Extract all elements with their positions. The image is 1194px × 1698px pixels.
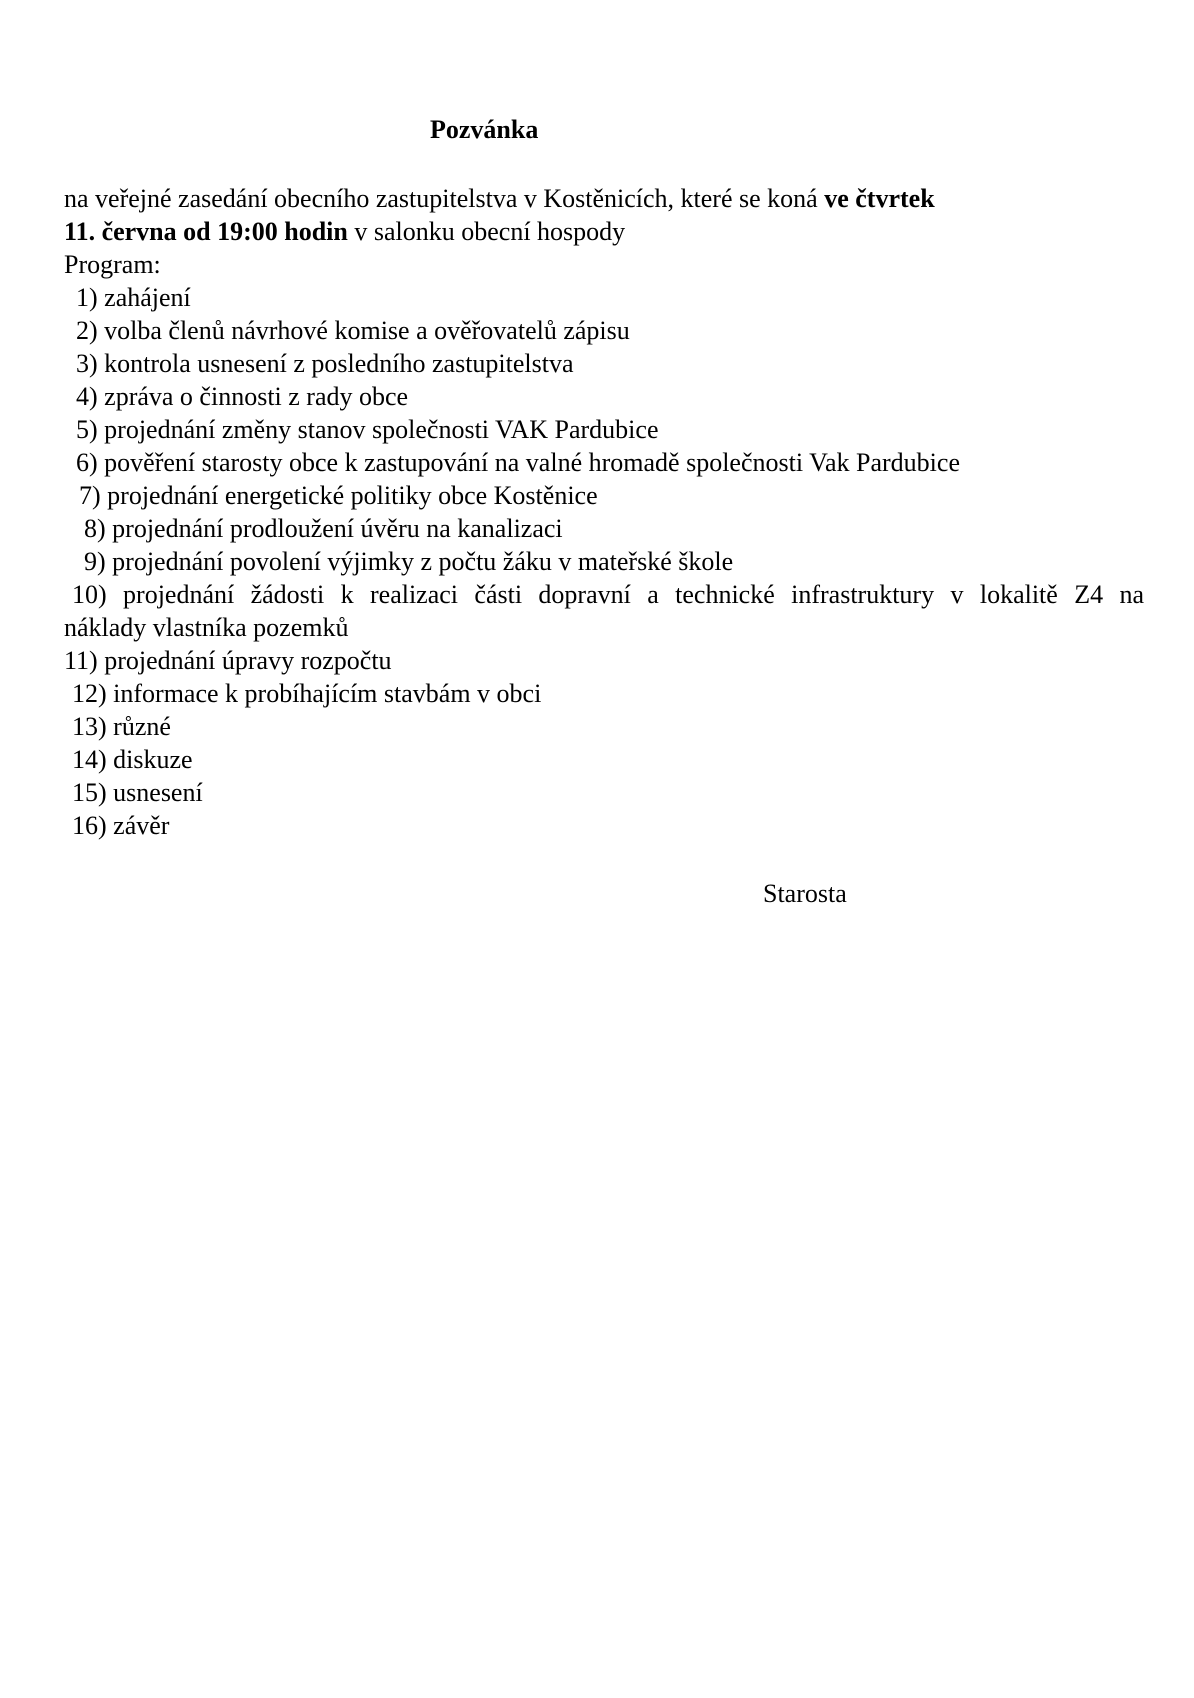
program-item: 12) informace k probíhajícím stavbám v obci [72, 679, 542, 708]
document-body [64, 182, 1144, 842]
program-item: 7) projednání energetické politiky obce Kostěnice [79, 481, 598, 510]
intro-line-1 [64, 182, 1144, 215]
program-item: 13) různé [72, 712, 171, 741]
program-item: 10) projednání žádosti k realizaci části dopravní a technické infrastruktury v lokalitě Z4 na [72, 580, 1144, 609]
program-item: 14) diskuze [72, 745, 193, 774]
program-item: 3) kontrola usnesení z posledního zastupitelstva [76, 349, 574, 378]
program-item: 4) zpráva o činnosti z rady obce [76, 382, 409, 411]
intro-bold-2: 11. června od 19:00 hodin [64, 217, 348, 246]
intro-text-1: na veřejné zasedání obecního zastupitelstva v Kostěnicích, které se koná [64, 184, 825, 213]
program-item: 16) závěr [72, 811, 170, 840]
program-item: 9) projednání povolení výjimky z počtu žáku v mateřské škole [84, 547, 734, 576]
document-title: Pozvánka [430, 115, 539, 144]
program-item: 5) projednání změny stanov společnosti VAK Pardubice [76, 415, 659, 444]
program-label: Program: [64, 250, 161, 279]
intro-bold-1: ve čtvrtek [824, 184, 935, 213]
program-item: 2) volba členů návrhové komise a ověřovatelů zápisu [76, 316, 630, 345]
intro-line-2 [64, 215, 1144, 248]
program-item-continuation: náklady vlastníka pozemků [64, 613, 349, 642]
program-item: 11) projednání úpravy rozpočtu [64, 646, 392, 675]
program-item: 1) zahájení [76, 283, 191, 312]
program-item: 8) projednání prodloužení úvěru na kanalizaci [84, 514, 563, 543]
signature: Starosta [763, 879, 847, 908]
program-item: 15) usnesení [72, 778, 203, 807]
program-item: 6) pověření starosty obce k zastupování na valné hromadě společnosti Vak Pardubice [76, 448, 960, 477]
intro-text-2: v salonku obecní hospody [347, 217, 626, 246]
